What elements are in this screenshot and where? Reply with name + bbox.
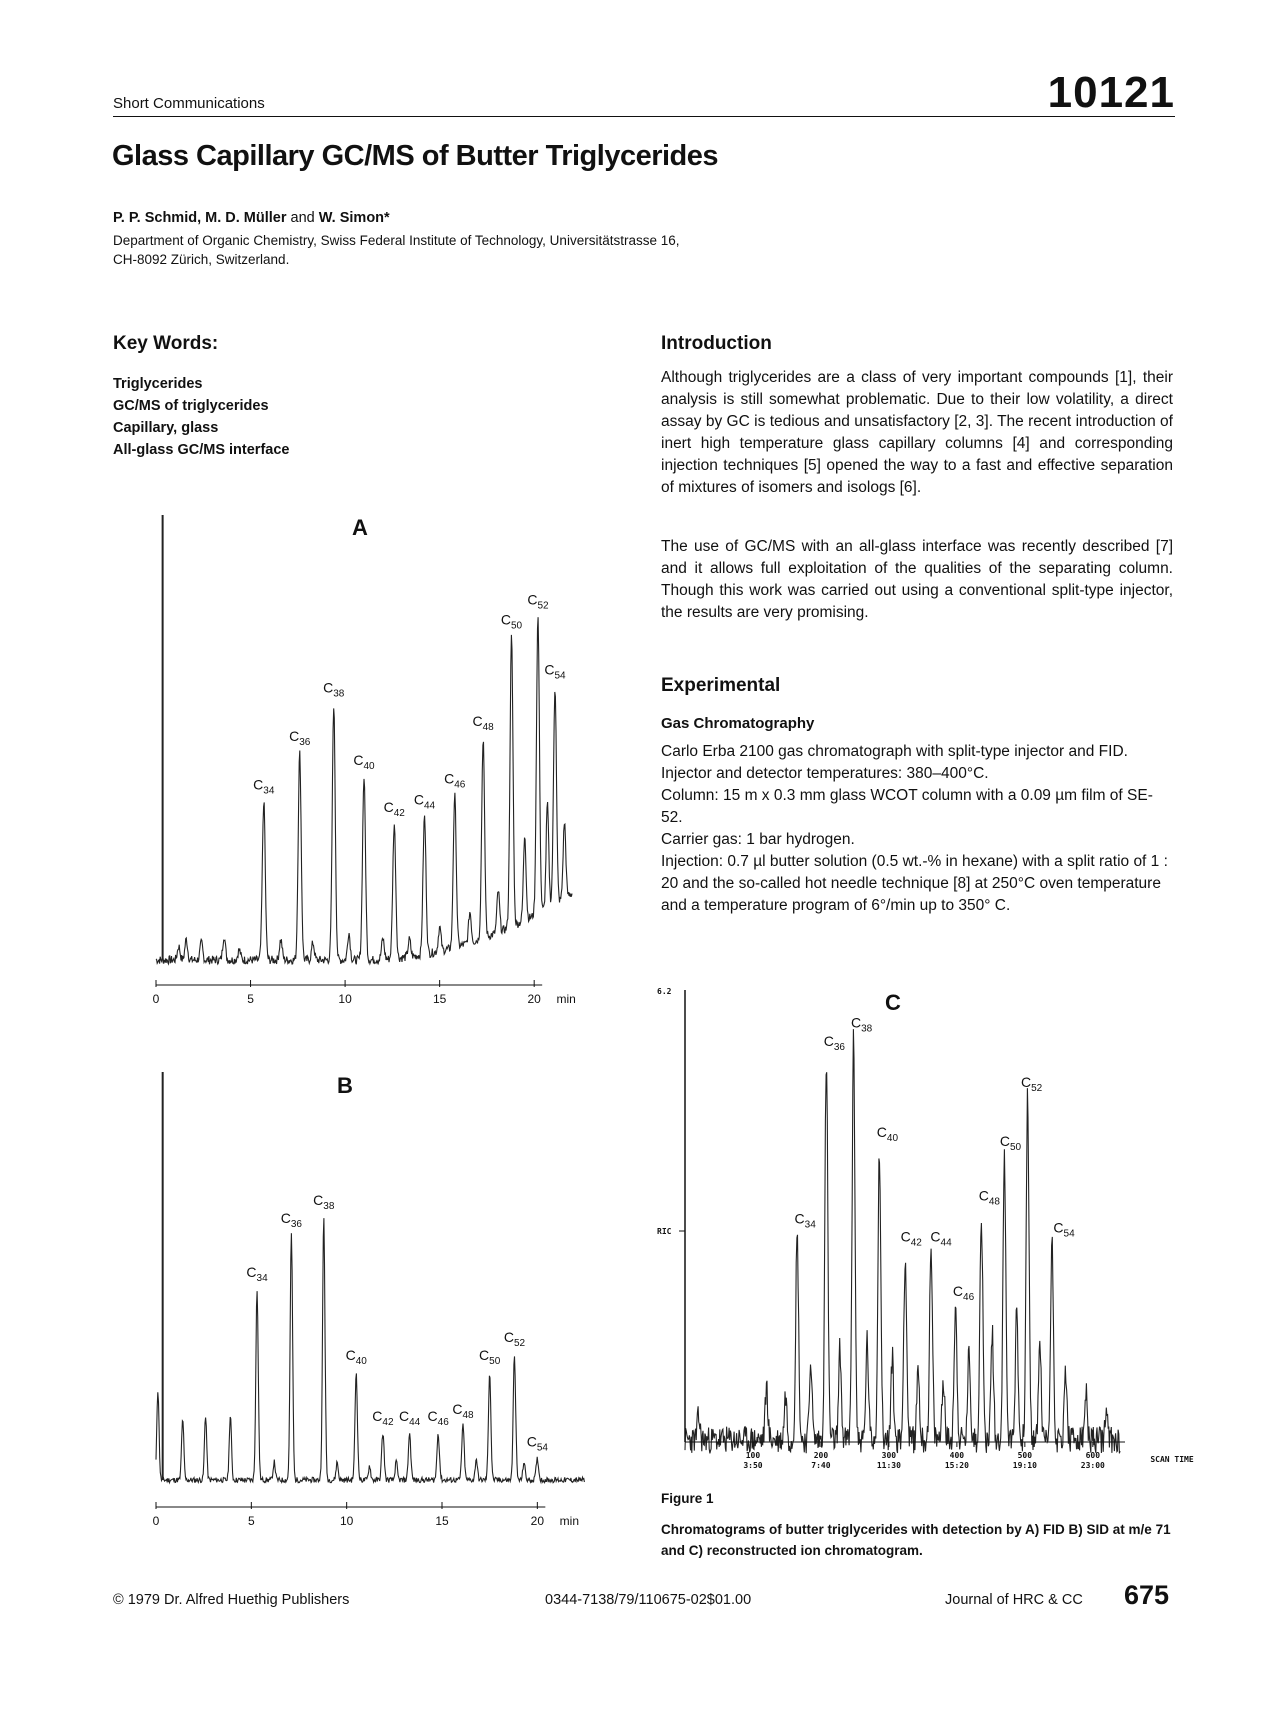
- x-tick-label-scan: 200: [813, 1451, 829, 1460]
- peak-label: $C_{40}$: [353, 752, 375, 773]
- experimental-heading: Experimental: [661, 675, 781, 696]
- peak-label: $C_{46}$: [444, 770, 466, 791]
- x-tick-label-time: 23:00: [1080, 1461, 1105, 1470]
- peak-label: $C_{44}$: [398, 1408, 421, 1429]
- x-tick-label: 15: [432, 992, 447, 1006]
- peak-label: $C_{52}$: [503, 1329, 526, 1349]
- keywords-list: [113, 373, 289, 461]
- peak-label: $C_{38}$: [313, 1192, 335, 1213]
- experimental-line: Carlo Erba 2100 gas chromatograph with split-type injector and FID.: [661, 743, 1128, 760]
- keyword-item: GC/MS of triglycerides: [113, 398, 269, 414]
- x-tick-label-time: 15:20: [944, 1461, 969, 1470]
- experimental-line: Injection: 0.7 µl butter solution (0.5 wt.-% in hexane) with a split ratio of 1 : 20 and the so-called hot needle technique [8] at 250°C oven temperature and a temperature program of 6°/min up to 350° C.: [661, 853, 1168, 914]
- peak-label: $C_{50}$: [479, 1347, 501, 1367]
- footer-issn: 0344-7138/79/110675-02$01.00: [545, 1592, 752, 1608]
- peak-label: $C_{36}$: [280, 1210, 302, 1231]
- peak-label: $C_{46}$: [952, 1283, 975, 1304]
- x-tick-label: 10: [338, 992, 352, 1006]
- affiliation-line: CH-8092 Zürich, Switzerland.: [113, 252, 290, 267]
- peak-label: $C_{34}$: [246, 1264, 268, 1285]
- peak-label: $C_{38}$: [850, 1014, 873, 1035]
- y-tick-label: RIC: [657, 1227, 672, 1236]
- x-tick-label: 0: [152, 992, 160, 1006]
- x-tick-label: 15: [435, 1514, 449, 1528]
- chromatogram-a: [140, 505, 580, 1005]
- experimental-line: Injector and detector temperatures: 380–400°C.: [661, 765, 989, 782]
- x-tick-label-scan: 100: [745, 1451, 761, 1460]
- peak-label: $C_{36}$: [289, 728, 311, 748]
- chromatogram-b: [140, 1060, 595, 1560]
- chromatogram-c-plot: [655, 980, 1194, 1490]
- running-header-section: Short Communications: [113, 95, 265, 112]
- footer-page-number: 675: [1124, 1580, 1170, 1610]
- peak-label: $C_{52}$: [527, 591, 549, 612]
- keyword-item: Triglycerides: [113, 376, 203, 392]
- experimental-line: Carrier gas: 1 bar hydrogen.: [661, 831, 855, 848]
- peak-label: $C_{42}$: [900, 1228, 922, 1249]
- affiliation: [113, 231, 833, 269]
- figure-label: Figure 1: [661, 1491, 714, 1506]
- peak-label: $C_{46}$: [427, 1408, 449, 1429]
- peak-label: $C_{54}$: [544, 661, 566, 682]
- author-name-corresponding: W. Simon*: [318, 210, 390, 226]
- x-tick-label-time: 7:40: [811, 1461, 831, 1470]
- x-tick-label-scan: 300: [881, 1451, 897, 1460]
- chromatogram-trace: [156, 617, 572, 964]
- peak-label: $C_{44}$: [413, 791, 436, 812]
- peak-label: $C_{36}$: [823, 1032, 845, 1053]
- chromatogram-a-plot: [140, 505, 580, 1005]
- peak-label: $C_{42}$: [372, 1408, 394, 1429]
- panel-label-c: C: [885, 990, 901, 1015]
- keyword-item: All-glass GC/MS interface: [113, 442, 290, 458]
- peak-label: $C_{34}$: [794, 1210, 816, 1231]
- x-tick-label-time: 3:50: [743, 1461, 763, 1470]
- keyword-item: Capillary, glass: [113, 420, 219, 436]
- peak-label: $C_{54}$: [526, 1433, 548, 1454]
- x-axis-unit: min: [559, 1514, 580, 1528]
- panel-label-a: A: [352, 515, 368, 540]
- peak-label: $C_{38}$: [323, 679, 345, 700]
- article-number: 10121: [1047, 68, 1175, 117]
- x-tick-label-scan: 400: [949, 1451, 965, 1460]
- gas-chromatography-subheading: Gas Chromatography: [661, 715, 815, 732]
- experimental-line: Column: 15 m x 0.3 mm glass WCOT column with a 0.09 µm film of SE-52.: [661, 787, 1153, 826]
- author-names: P. P. Schmid, M. D. Müller: [113, 210, 287, 226]
- chromatogram-trace: [156, 1218, 584, 1483]
- footer-journal: Journal of HRC & CC: [945, 1592, 1083, 1608]
- peak-label: $C_{50}$: [500, 611, 523, 632]
- peak-label: $C_{52}$: [1020, 1073, 1043, 1094]
- introduction-paragraph: Although triglycerides are a class of very important compounds [1], their analysis is still somewhat problematic. Due to their low volatility, a direct assay by GC is tedious and unsatisfactory [2, 3]. The recent introduction of inert high temperature glass capillary columns [4] and corresponding injection techniques [5] opened the way to a fast and effective separation of mixtures of isomers and isologs [6].: [661, 369, 1173, 496]
- x-tick-label-scan: 600: [1085, 1451, 1101, 1460]
- peak-label: $C_{34}$: [253, 776, 275, 797]
- header-rule: [113, 116, 1175, 117]
- author-conjunction: and: [290, 210, 315, 226]
- peak-label: $C_{48}$: [472, 713, 494, 734]
- paper-title: Glass Capillary GC/MS of Butter Triglycerides: [112, 140, 719, 172]
- x-tick-label-time: 19:10: [1012, 1461, 1037, 1470]
- peak-label: $C_{40}$: [876, 1123, 899, 1144]
- introduction-paragraph: The use of GC/MS with an all-glass interface was recently described [7] and it allows full exploitation of the qualities of the separating column. Though this work was carried out using a conventional split-type injector, the results are very promising.: [661, 538, 1173, 621]
- chromatogram-c: [655, 980, 1194, 1490]
- y-tick-label: 6.2: [657, 987, 672, 996]
- x-tick-label: 20: [527, 992, 541, 1006]
- affiliation-line: Department of Organic Chemistry, Swiss Federal Institute of Technology, Universitätstrasse 16,: [113, 233, 680, 248]
- peak-label: $C_{54}$: [1053, 1219, 1075, 1240]
- x-axis-unit: min: [556, 992, 576, 1006]
- x-tick-label: 20: [530, 1514, 545, 1528]
- footer-copyright: © 1979 Dr. Alfred Huethig Publishers: [113, 1592, 350, 1608]
- x-tick-label: 10: [339, 1514, 354, 1528]
- panel-label-b: B: [337, 1073, 353, 1098]
- peak-label: $C_{42}$: [383, 799, 405, 820]
- x-tick-label-scan: 500: [1017, 1451, 1033, 1460]
- chromatogram-b-plot: [140, 1060, 595, 1560]
- peak-label: $C_{48}$: [978, 1187, 1000, 1208]
- x-tick-label: 5: [247, 1514, 255, 1528]
- introduction-heading: Introduction: [661, 333, 772, 354]
- figure-caption: Chromatograms of butter triglycerides with detection by A) FID B) SID at m/e 71 and C) reconstructed ion chromatogram.: [661, 1522, 1171, 1558]
- peak-label: $C_{50}$: [999, 1132, 1022, 1153]
- keywords-heading: Key Words:: [113, 333, 219, 354]
- peak-label: $C_{48}$: [452, 1401, 474, 1421]
- x-tick-label-time: 11:30: [876, 1461, 901, 1470]
- x-tick-label: 5: [247, 992, 254, 1006]
- peak-label: $C_{44}$: [930, 1228, 952, 1249]
- author-line: [113, 210, 390, 226]
- x-axis-unit: SCAN TIME: [1150, 1455, 1194, 1464]
- x-tick-label: 0: [152, 1514, 160, 1528]
- experimental-body: [661, 741, 1173, 917]
- peak-label: $C_{40}$: [345, 1347, 367, 1367]
